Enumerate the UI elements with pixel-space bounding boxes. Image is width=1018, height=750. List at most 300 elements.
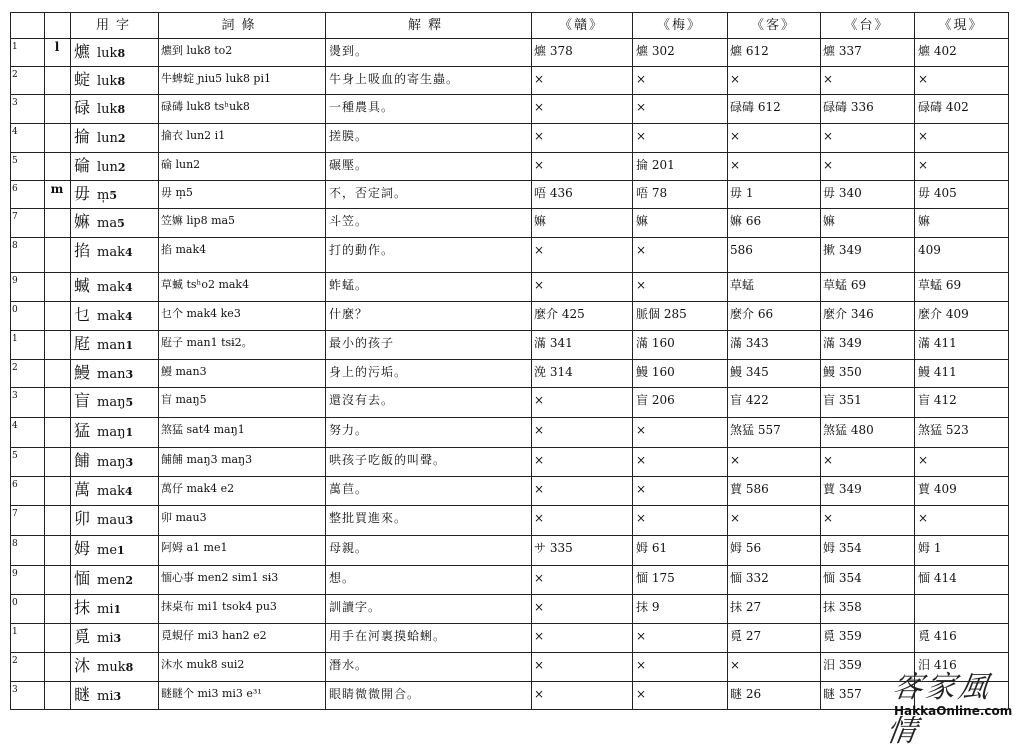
headword-cell (74, 157, 158, 177)
row-divider (10, 417, 1008, 418)
row-number: 4 (12, 127, 18, 137)
ref-cell: × (636, 511, 647, 525)
ref-cell: 爊 402 (918, 44, 957, 58)
headword-roman: men (97, 573, 126, 588)
column-divider (325, 12, 326, 709)
row-divider (10, 565, 1008, 566)
ref-cell: 覓 27 (730, 629, 762, 643)
headword-cell (74, 364, 158, 384)
headword-roman: maŋ (97, 395, 126, 410)
ref-cell: 毋 340 (823, 186, 862, 200)
headword-cell (74, 71, 158, 91)
headword-char: 碌 (74, 99, 91, 117)
headword-char: 瞇 (74, 686, 91, 704)
row-divider (10, 38, 1008, 39)
ci-tiao-cell: 覓蜆仔 mi3 han2 e2 (161, 629, 267, 642)
headword-char: 萬 (74, 481, 91, 499)
headword-char: 蝛 (74, 277, 91, 295)
ref-cell: 抹 27 (730, 600, 762, 614)
ref-cell: 煞猛 480 (823, 423, 874, 437)
headword-roman: maŋ (97, 425, 126, 440)
ref-cell: 爊 378 (534, 44, 573, 58)
row-number: 1 (12, 42, 18, 52)
ref-cell: × (534, 158, 545, 172)
row-divider (10, 208, 1008, 209)
headword-char: 毋 (74, 185, 91, 203)
ref-cell: × (534, 453, 545, 467)
headword-char: 盲 (74, 392, 91, 410)
ref-cell: × (730, 658, 741, 672)
ci-tiao-cell: 餔餔 maŋ3 maŋ3 (161, 453, 253, 466)
headword-char: 乜 (74, 306, 91, 324)
headword-tone: 8 (125, 661, 134, 674)
row-number: 3 (12, 391, 18, 401)
ref-cell: 蕒 409 (918, 482, 957, 496)
ref-cell: × (636, 100, 647, 114)
ref-cell: × (823, 453, 834, 467)
jie-shi-cell: 身上的污垢。 (329, 365, 408, 379)
headword-cell (74, 392, 158, 412)
ref-cell: 汨 416 (918, 658, 957, 672)
headword-tone: 5 (109, 189, 117, 202)
headword-char: 覓 (74, 628, 91, 646)
jie-shi-cell: 燙到。 (329, 44, 369, 58)
headword-roman: mak (97, 280, 125, 295)
headword-cell (74, 540, 158, 560)
ref-cell: × (823, 129, 834, 143)
headword-roman: mau (97, 513, 126, 528)
ref-cell: 鰻 350 (823, 365, 862, 379)
ref-cell: × (823, 72, 834, 86)
ref-cell: 滿 160 (636, 336, 675, 350)
ref-cell: 姆 1 (918, 541, 942, 555)
ci-tiao-cell: 愐心事 men2 sim1 sɨ3 (161, 571, 279, 584)
ref-cell: × (636, 687, 647, 701)
ref-cell: × (534, 129, 545, 143)
header-gan: 《贛》 (558, 18, 604, 33)
headword-tone: 2 (117, 161, 126, 174)
row-number: 4 (12, 421, 18, 431)
column-divider (10, 12, 11, 709)
headword-tone: 3 (125, 456, 134, 469)
headword-char: 抹 (74, 599, 91, 617)
row-divider (10, 330, 1008, 331)
ref-cell: 碌碡 612 (730, 100, 781, 114)
jie-shi-cell: 用手在河裏摸蛤蜊。 (329, 629, 447, 643)
headword-char: 掄 (74, 128, 91, 146)
jie-shi-cell: 整批買進來。 (329, 511, 408, 525)
column-divider (44, 12, 45, 709)
headword-tone: 2 (125, 574, 134, 587)
ref-cell: 麼介 66 (730, 307, 774, 321)
headword-char: 碖 (74, 157, 91, 175)
ref-cell: 愐 332 (730, 571, 769, 585)
ref-cell: 盲 422 (730, 393, 769, 407)
row-number: 6 (12, 480, 18, 490)
row-number: 8 (12, 539, 18, 549)
jie-shi-cell: 努力。 (329, 423, 369, 437)
ci-tiao-cell: 草蝛 tsʰo2 mak4 (161, 278, 250, 291)
ref-cell: 滿 411 (918, 336, 957, 350)
header-ci-tiao: 詞條 (221, 18, 262, 33)
row-divider (10, 387, 1008, 388)
headword-cell (74, 481, 158, 501)
headword-cell (74, 686, 158, 706)
jie-shi-cell: 還沒有去。 (329, 393, 395, 407)
header-yongzi: 用字 (95, 18, 136, 33)
ref-cell: 毋 1 (730, 186, 754, 200)
row-number: 2 (12, 363, 18, 373)
ref-cell: × (534, 687, 545, 701)
ref-cell: × (534, 278, 545, 292)
headword-tone: 3 (113, 632, 122, 645)
headword-tone: 4 (124, 310, 133, 323)
headword-char: 姆 (74, 540, 91, 558)
headword-tone: 3 (113, 690, 122, 703)
ref-cell: × (918, 511, 929, 525)
ref-cell: 滿 341 (534, 336, 573, 350)
initial-label: l (54, 40, 60, 54)
column-divider (531, 12, 532, 709)
row-number: 1 (12, 627, 18, 637)
headword-cell (74, 99, 158, 119)
ref-cell: 盲 412 (918, 393, 957, 407)
header-ke: 《客》 (750, 18, 796, 33)
ref-cell: 瞇 26 (730, 687, 762, 701)
column-divider (727, 12, 728, 709)
ref-cell: × (534, 511, 545, 525)
headword-char: 蝊 (74, 71, 91, 89)
headword-cell (74, 242, 158, 262)
jie-shi-cell: 斗笠。 (329, 214, 369, 228)
ci-tiao-cell: 鰻 man3 (161, 365, 207, 378)
ref-cell: 瞇 357 (823, 687, 862, 701)
ci-tiao-cell: 掄衣 lun2 i1 (161, 129, 226, 142)
headword-roman: mak (97, 484, 125, 499)
row-number: 0 (12, 598, 18, 608)
ref-cell: × (636, 482, 647, 496)
ref-cell: × (730, 72, 741, 86)
row-divider (10, 66, 1008, 67)
header-jie-shi: 解釋 (407, 18, 448, 33)
ref-cell: 煞猛 523 (918, 423, 969, 437)
ref-cell: 抹 9 (636, 600, 660, 614)
ref-cell: 浼 314 (534, 365, 573, 379)
jie-shi-cell: 不，否定詞。 (329, 186, 408, 200)
headword-char: 卯 (74, 510, 91, 528)
ref-cell: 蕒 586 (730, 482, 769, 496)
row-number: 6 (12, 184, 18, 194)
ref-cell: × (636, 423, 647, 437)
headword-roman: lun (97, 160, 118, 175)
hakka-online-watermark (883, 662, 1014, 749)
row-number: 2 (12, 656, 18, 666)
ref-cell: 爊 337 (823, 44, 862, 58)
headword-tone: 4 (124, 246, 133, 259)
header-xian: 《現》 (938, 18, 984, 33)
ci-tiao-cell: 瞇瞇个 mi3 mi3 e³¹ (161, 687, 262, 700)
ref-cell: 嫲 (823, 214, 836, 228)
headword-cell (74, 185, 158, 205)
ref-cell: 盲 351 (823, 393, 862, 407)
ref-cell: 蕒 349 (823, 482, 862, 496)
ref-cell: × (534, 243, 545, 257)
row-divider (10, 652, 1008, 653)
ref-cell: × (534, 571, 545, 585)
ref-cell: 唔 78 (636, 186, 668, 200)
row-number: 9 (12, 569, 18, 579)
headword-cell (74, 43, 158, 63)
ref-cell: 碌碡 402 (918, 100, 969, 114)
headword-tone: 5 (117, 217, 125, 230)
ref-cell: 草蜢 69 (823, 278, 867, 292)
headword-cell (74, 306, 158, 326)
ref-cell: × (918, 453, 929, 467)
ci-tiao-cell: 乜个 mak4 ke3 (161, 307, 241, 320)
row-divider (10, 709, 1008, 710)
header-mei: 《梅》 (656, 18, 702, 33)
ci-tiao-cell: 萬仔 mak4 e2 (161, 482, 235, 495)
headword-roman: mi (97, 602, 114, 617)
ref-cell: 草蜢 69 (918, 278, 962, 292)
ci-tiao-cell: 牛蜱蝊 ɲiu5 luk8 pi1 (161, 72, 271, 85)
headword-tone: 8 (117, 75, 126, 88)
headword-char: 嫲 (74, 213, 91, 231)
ci-tiao-cell: 屘子 man1 tsɨ2。 (161, 336, 253, 349)
headword-tone: 1 (117, 544, 125, 557)
ref-cell: × (918, 72, 929, 86)
ref-cell: 覓 359 (823, 629, 862, 643)
headword-char: 沐 (74, 657, 91, 675)
column-divider (158, 12, 159, 709)
ref-cell: 姆 61 (636, 541, 668, 555)
ref-cell: 脈個 285 (636, 307, 687, 321)
headword-roman: ma (97, 216, 118, 231)
ci-tiao-cell: 碖 lun2 (161, 158, 201, 171)
ref-cell: × (918, 129, 929, 143)
ref-cell: 愐 175 (636, 571, 675, 585)
row-divider (10, 623, 1008, 624)
row-divider (10, 123, 1008, 124)
ci-tiao-cell: 毋 m̩5 (161, 186, 193, 199)
ref-cell: 覓 416 (918, 629, 957, 643)
headword-cell (74, 128, 158, 148)
ref-cell: 抹 358 (823, 600, 862, 614)
jie-shi-cell: 想。 (329, 571, 356, 585)
headword-roman: man (97, 367, 126, 382)
headword-roman: muk (97, 660, 126, 675)
ref-cell: × (636, 278, 647, 292)
ref-cell: 姆 56 (730, 541, 762, 555)
headword-tone: 4 (124, 485, 133, 498)
ref-cell: × (636, 629, 647, 643)
row-divider (10, 301, 1008, 302)
headword-tone: 5 (125, 396, 134, 409)
row-divider (10, 359, 1008, 360)
ref-cell: × (534, 658, 545, 672)
column-divider (914, 12, 915, 709)
ref-cell: 摗 349 (823, 243, 862, 257)
row-divider (10, 272, 1008, 273)
ci-tiao-cell: 沐水 muk8 sui2 (161, 658, 245, 671)
row-number: 3 (12, 685, 18, 695)
ref-cell: × (823, 158, 834, 172)
row-number: 5 (12, 451, 18, 461)
row-divider (10, 237, 1008, 238)
ref-cell: 麼介 409 (918, 307, 969, 321)
ref-cell: 爊 302 (636, 44, 675, 58)
ref-cell: 麼介 425 (534, 307, 585, 321)
ref-cell: 滿 349 (823, 336, 862, 350)
headword-tone: 1 (113, 603, 122, 616)
row-number: 8 (12, 241, 18, 251)
jie-shi-cell: 一種農具。 (329, 100, 395, 114)
headword-char: 猛 (74, 422, 91, 440)
jie-shi-cell: 搓膜。 (329, 129, 369, 143)
ref-cell: × (636, 72, 647, 86)
headword-char: 鰻 (74, 364, 91, 382)
ref-cell: × (534, 482, 545, 496)
headword-char: 爊 (74, 43, 91, 61)
headword-tone: 8 (117, 47, 126, 60)
headword-cell (74, 510, 158, 530)
headword-roman: luk (97, 102, 118, 117)
ci-tiao-cell: 笠嫲 lip8 ma5 (161, 214, 236, 227)
headword-roman: luk (97, 46, 118, 61)
ref-cell: 毋 405 (918, 186, 957, 200)
row-number: 1 (12, 334, 18, 344)
column-divider (70, 12, 71, 709)
ref-cell: × (534, 393, 545, 407)
ref-cell: 滿 343 (730, 336, 769, 350)
jie-shi-cell: 眼睛微微開合。 (329, 687, 421, 701)
headword-tone: 8 (117, 103, 126, 116)
ref-cell: 盲 206 (636, 393, 675, 407)
ref-cell: 爊 612 (730, 44, 769, 58)
ref-cell: サ 335 (534, 541, 573, 555)
headword-cell (74, 277, 158, 297)
ref-cell: 409 (918, 243, 941, 257)
ref-cell: 汨 359 (823, 658, 862, 672)
ref-cell: 鰻 411 (918, 365, 957, 379)
row-divider (10, 12, 1008, 13)
headword-roman: man (97, 338, 126, 353)
row-divider (10, 535, 1008, 536)
jie-shi-cell: 潛水。 (329, 658, 369, 672)
ref-cell: 嫲 (636, 214, 649, 228)
headword-roman: mak (97, 245, 125, 260)
ref-cell: × (730, 158, 741, 172)
ref-cell: 鰻 160 (636, 365, 675, 379)
ref-cell: × (730, 511, 741, 525)
row-number: 7 (12, 212, 18, 222)
ref-cell: × (534, 423, 545, 437)
headword-roman: maŋ (97, 455, 126, 470)
headword-cell (74, 213, 158, 233)
headword-cell (74, 452, 158, 472)
row-number: 9 (12, 276, 18, 286)
ref-cell: 鰻 345 (730, 365, 769, 379)
headword-roman: lun (97, 131, 118, 146)
initial-label: m (50, 182, 64, 196)
ref-cell: 愐 354 (823, 571, 862, 585)
ref-cell: × (534, 600, 545, 614)
headword-cell (74, 570, 158, 590)
headword-tone: 2 (117, 132, 126, 145)
row-number: 0 (12, 305, 18, 315)
headword-tone: 3 (125, 514, 134, 527)
row-number: 7 (12, 509, 18, 519)
headword-cell (74, 657, 158, 677)
watermark-script: 客家風情 (883, 670, 995, 749)
jie-shi-cell: 訓讀字。 (329, 600, 382, 614)
row-divider (10, 476, 1008, 477)
headword-roman: mak (97, 309, 125, 324)
ref-cell: 煞猛 557 (730, 423, 781, 437)
ci-tiao-cell: 碌碡 luk8 tsʰuk8 (161, 100, 250, 113)
headword-roman: mi (97, 631, 114, 646)
ref-cell: 嫲 66 (730, 214, 762, 228)
header-tai: 《台》 (844, 18, 890, 33)
headword-char: 愐 (74, 570, 91, 588)
ref-cell: 愐 414 (918, 571, 957, 585)
headword-cell (74, 335, 158, 355)
ref-cell: 嫲 (534, 214, 547, 228)
row-number: 5 (12, 156, 18, 166)
headword-char: 掐 (74, 242, 91, 260)
jie-shi-cell: 哄孩子吃飯的叫聲。 (329, 453, 447, 467)
column-divider (632, 12, 633, 709)
headword-cell (74, 599, 158, 619)
headword-cell (74, 628, 158, 648)
headword-roman: luk (97, 74, 118, 89)
ref-cell: × (636, 658, 647, 672)
headword-tone: 1 (125, 426, 134, 439)
ref-cell: 586 (730, 243, 753, 257)
headword-tone: 4 (124, 281, 133, 294)
row-divider (10, 681, 1008, 682)
ref-cell: × (636, 453, 647, 467)
headword-char: 屘 (74, 335, 91, 353)
row-number: 3 (12, 98, 18, 108)
column-divider (820, 12, 821, 709)
jie-shi-cell: 母親。 (329, 541, 369, 555)
ci-tiao-cell: 抹桌布 mi1 tsok4 pu3 (161, 600, 277, 613)
ref-cell: × (823, 511, 834, 525)
ref-cell: × (534, 100, 545, 114)
ref-cell: 唔 436 (534, 186, 573, 200)
row-divider (10, 594, 1008, 595)
ci-tiao-cell: 阿姆 a1 me1 (161, 541, 228, 554)
headword-cell (74, 422, 158, 442)
row-divider (10, 447, 1008, 448)
ref-cell: × (730, 453, 741, 467)
ref-cell: × (636, 243, 647, 257)
headword-tone: 1 (125, 339, 134, 352)
jie-shi-cell: 牛身上吸血的寄生蟲。 (329, 72, 460, 86)
headword-roman: me (97, 543, 118, 558)
jie-shi-cell: 打的動作。 (329, 243, 395, 257)
headword-roman: m̩ (97, 188, 110, 203)
row-divider (10, 505, 1008, 506)
ref-cell: × (918, 158, 929, 172)
ref-cell: 掄 201 (636, 158, 675, 172)
ref-cell: 碌碡 336 (823, 100, 874, 114)
watermark-url: HakkaOnline.com (894, 704, 1013, 718)
ref-cell: × (636, 129, 647, 143)
jie-shi-cell: 蚱蜢。 (329, 278, 369, 292)
row-divider (10, 180, 1008, 181)
